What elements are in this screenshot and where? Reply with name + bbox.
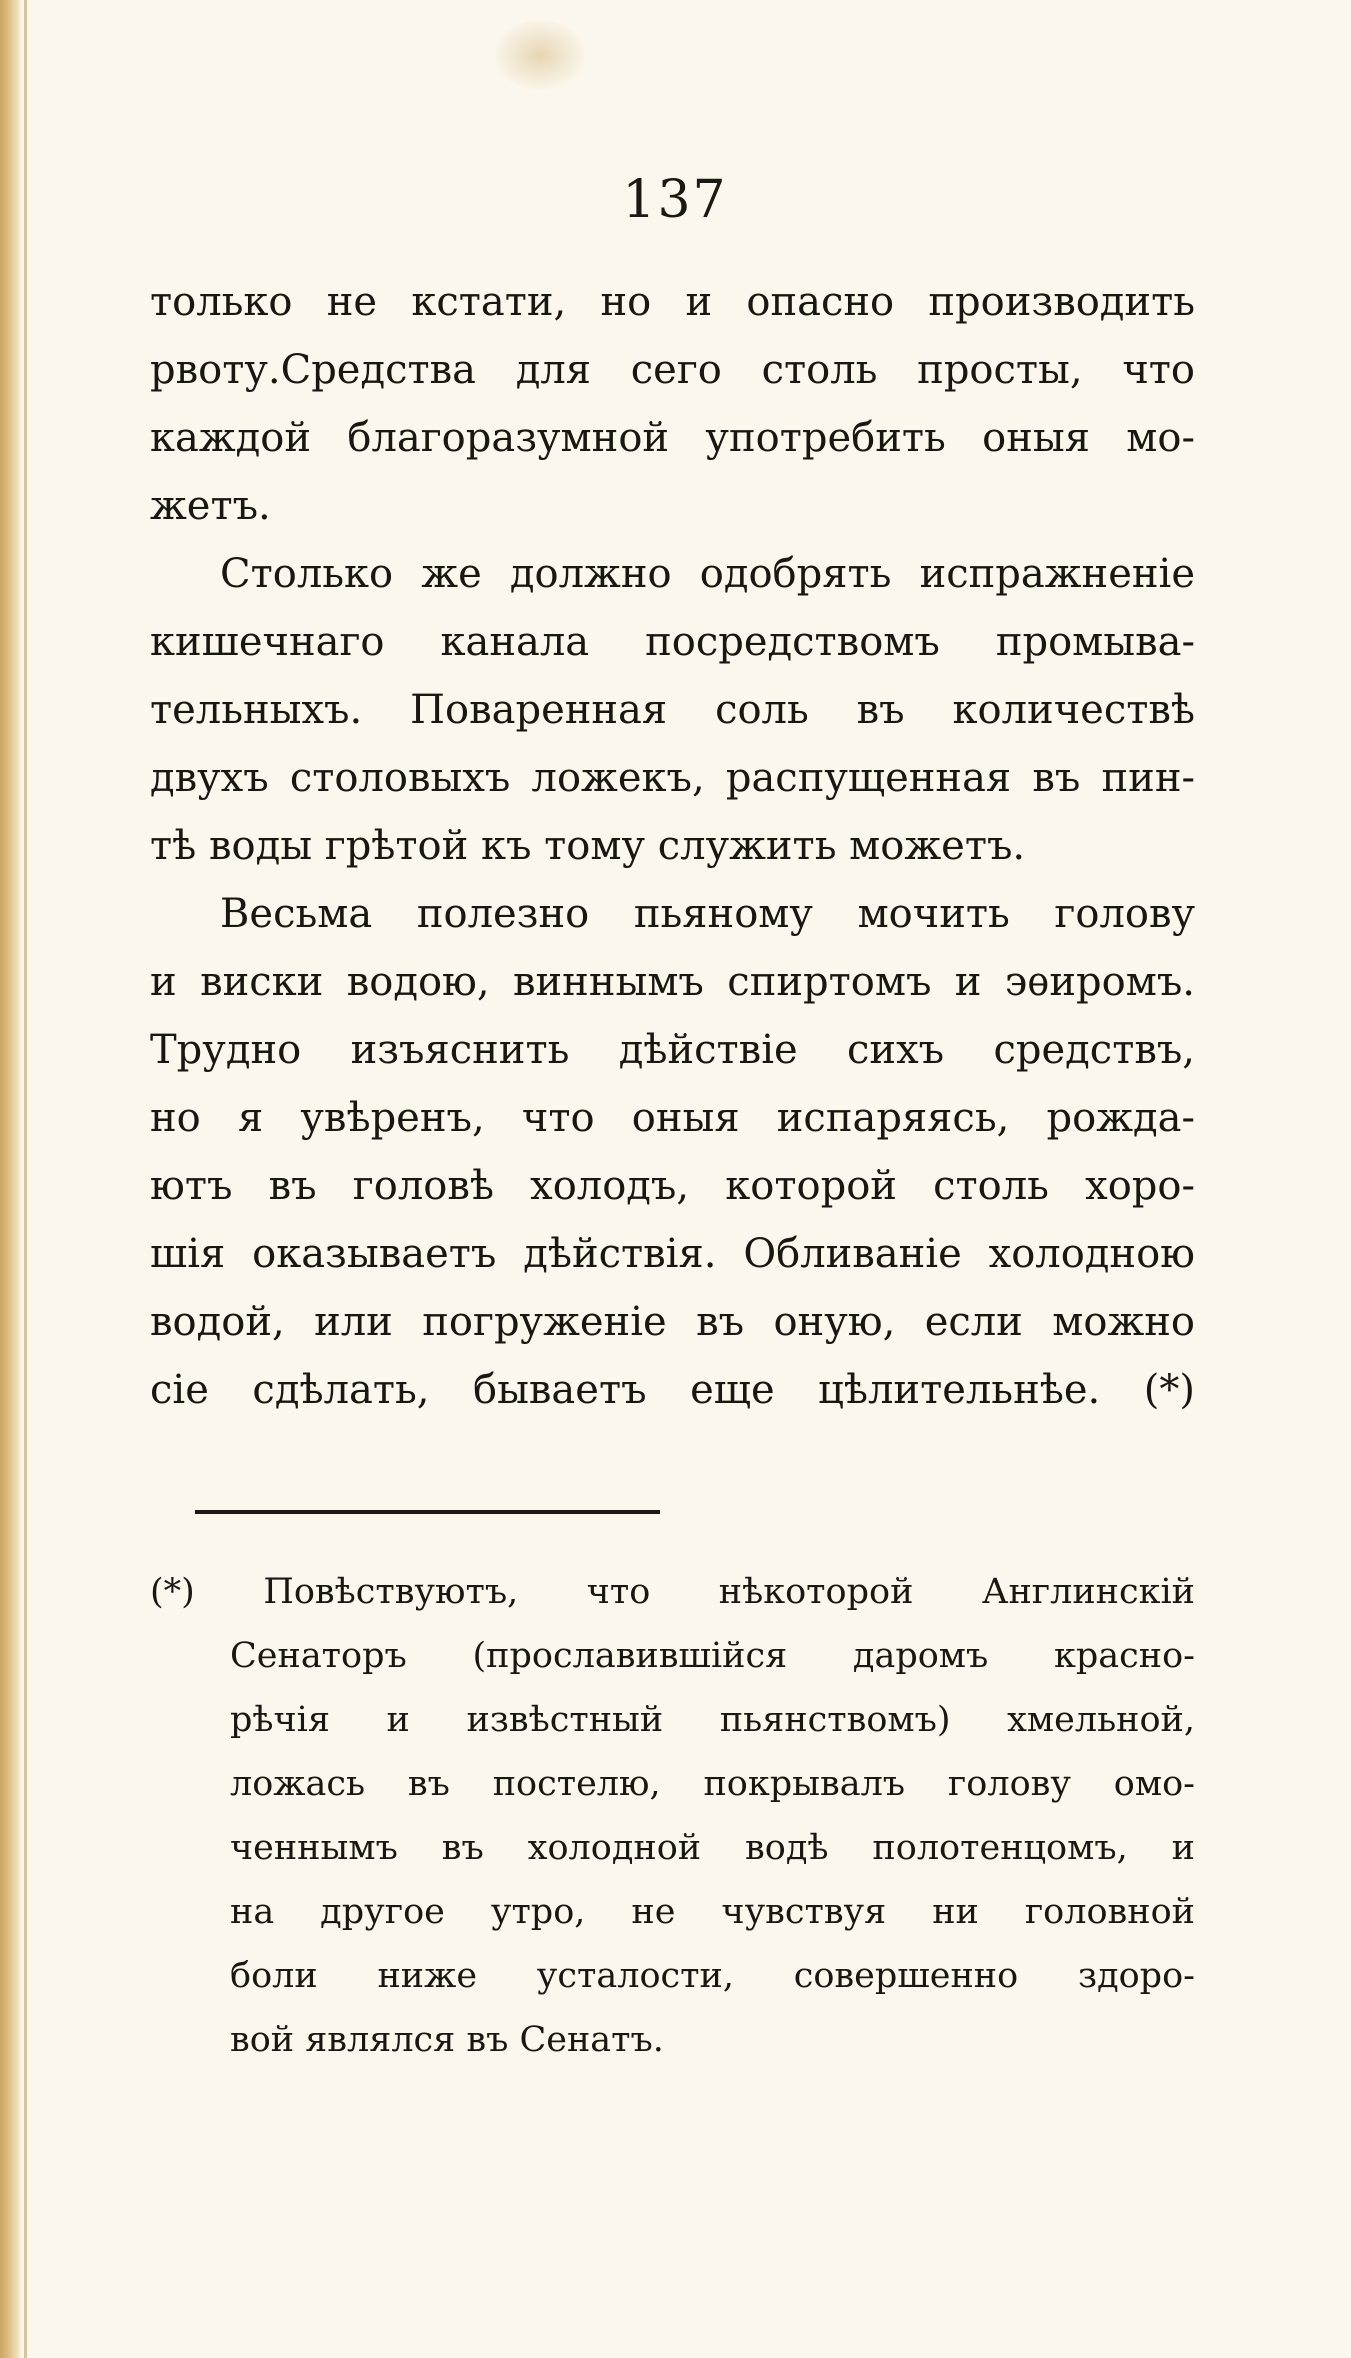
paper-stain xyxy=(495,20,585,90)
page-number: 137 xyxy=(622,170,728,230)
text-line: двухъ столовыхъ ложекъ, распущенная въ пин- xyxy=(150,755,1195,801)
text-line: каждой благоразумной употребить оныя мо- xyxy=(150,415,1195,461)
text-line: тельныхъ. Поваренная соль въ количествѣ xyxy=(150,687,1195,733)
footnote-line: рѣчія и извѣстный пьянствомъ) хмельной, xyxy=(230,1700,1195,1740)
footnote-line: (*) Повѣствуютъ, что нѣкоторой Англинскій xyxy=(150,1572,1195,1612)
text-line: но я увѣренъ, что оныя испаряясь, рожда- xyxy=(150,1095,1195,1141)
paragraph-2 xyxy=(150,540,1195,880)
text-line: Весьма полезно пьяному мочить голову xyxy=(220,891,1195,937)
footnote-line: на другое утро, не чувствуя ни головной xyxy=(230,1892,1195,1932)
text-line: сіе сдѣлать, бываетъ еще цѣлительнѣе. (*) xyxy=(150,1367,1195,1413)
text-line: жетъ. xyxy=(150,483,271,529)
page-binding-edge xyxy=(0,0,22,2358)
footnote-line: ченнымъ въ холодной водѣ полотенцомъ, и xyxy=(230,1828,1195,1868)
footnote-line: ложась въ постелю, покрывалъ голову омо- xyxy=(230,1764,1195,1804)
footnote xyxy=(150,1560,1195,2072)
paragraph-3 xyxy=(150,880,1195,1424)
text-line: тѣ воды грѣтой къ тому служить можетъ. xyxy=(150,823,1026,869)
body-text xyxy=(150,268,1195,1424)
text-line: и виски водою, виннымъ спиртомъ и эѳиромъ. xyxy=(150,959,1195,1005)
text-line: рвоту.Средства для сего столь просты, что xyxy=(150,347,1195,393)
text-line: водой, или погруженіе въ оную, если можно xyxy=(150,1299,1195,1345)
page-binding-shadow xyxy=(24,0,27,2358)
text-line: шія оказываетъ дѣйствія. Обливаніе холодною xyxy=(150,1231,1195,1277)
footnote-line: вой являлся въ Сенатъ. xyxy=(230,2020,664,2060)
text-line: только не кстати, но и опасно производить xyxy=(150,279,1195,325)
text-line: ютъ въ головѣ холодъ, которой столь хоро- xyxy=(150,1163,1195,1209)
text-line: Столько же должно одобрять испражненіе xyxy=(220,551,1195,597)
footnote-line: Сенаторъ (прославившійся даромъ красно- xyxy=(230,1636,1195,1676)
footnote-line: боли ниже усталости, совершенно здоро- xyxy=(230,1956,1195,1996)
paragraph-1 xyxy=(150,268,1195,540)
text-line: Трудно изъяснить дѣйствіе сихъ средствъ, xyxy=(150,1027,1195,1073)
footnote-divider xyxy=(195,1510,660,1514)
text-line: кишечнаго канала посредствомъ промыва- xyxy=(150,619,1195,665)
